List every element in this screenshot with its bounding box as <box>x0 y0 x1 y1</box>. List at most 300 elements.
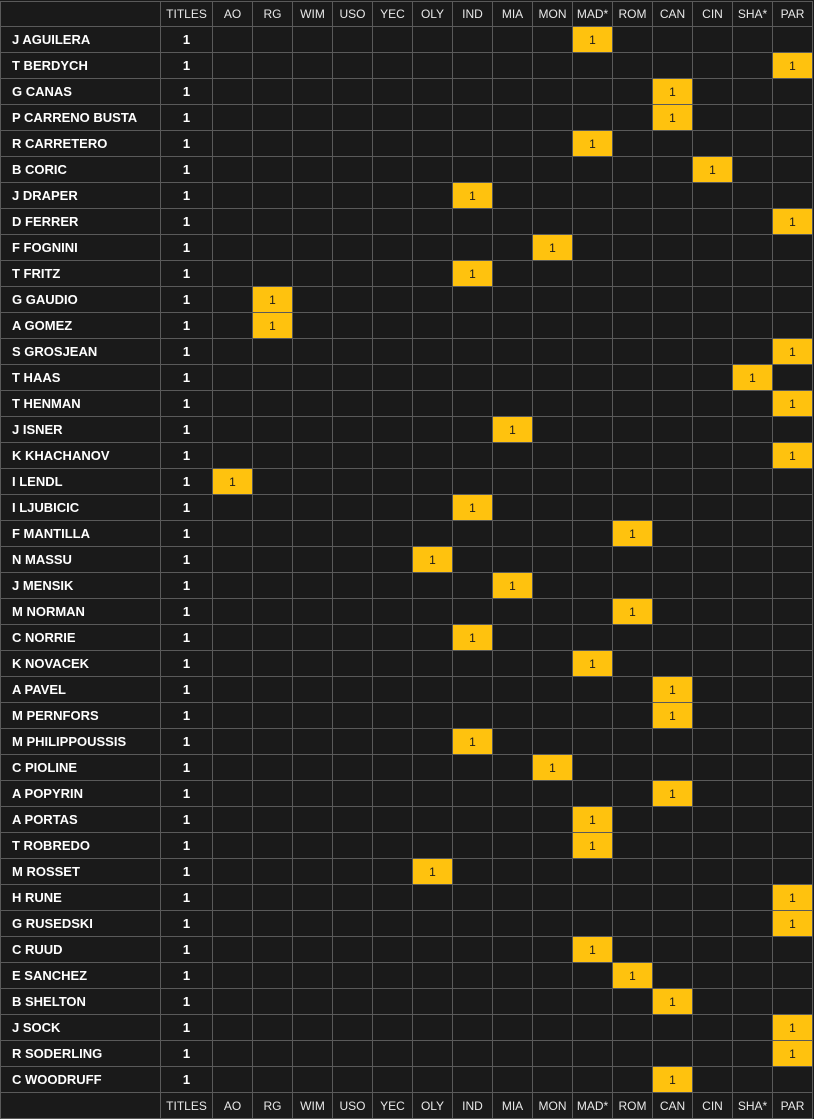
titles-count: 1 <box>161 833 213 859</box>
titles-count: 1 <box>161 755 213 781</box>
empty-cell <box>453 989 493 1015</box>
empty-cell <box>653 963 693 989</box>
empty-cell <box>293 781 333 807</box>
empty-cell <box>373 261 413 287</box>
empty-cell <box>573 157 613 183</box>
empty-cell <box>773 833 813 859</box>
empty-cell <box>613 157 653 183</box>
empty-cell <box>293 521 333 547</box>
empty-cell <box>533 53 573 79</box>
empty-cell <box>733 469 773 495</box>
empty-cell <box>413 885 453 911</box>
header-yec: YEC <box>373 1 413 27</box>
empty-cell <box>413 79 453 105</box>
titles-count: 1 <box>161 547 213 573</box>
header-ind: IND <box>453 1 493 27</box>
empty-cell <box>253 261 293 287</box>
empty-cell <box>373 469 413 495</box>
empty-cell <box>413 755 453 781</box>
player-name: F MANTILLA <box>0 521 161 547</box>
empty-cell <box>653 755 693 781</box>
empty-cell <box>373 1041 413 1067</box>
empty-cell <box>293 651 333 677</box>
empty-cell <box>693 1067 733 1093</box>
empty-cell <box>613 365 653 391</box>
empty-cell <box>653 365 693 391</box>
empty-cell <box>253 391 293 417</box>
empty-cell <box>413 443 453 469</box>
empty-cell <box>413 235 453 261</box>
empty-cell <box>333 885 373 911</box>
empty-cell <box>373 599 413 625</box>
empty-cell <box>253 781 293 807</box>
empty-cell <box>533 781 573 807</box>
empty-cell <box>733 729 773 755</box>
empty-cell <box>453 1041 493 1067</box>
player-name: M ROSSET <box>0 859 161 885</box>
empty-cell <box>533 391 573 417</box>
titles-count: 1 <box>161 703 213 729</box>
empty-cell <box>333 27 373 53</box>
title-marker: 1 <box>573 27 613 53</box>
empty-cell <box>733 105 773 131</box>
title-marker: 1 <box>253 287 293 313</box>
empty-cell <box>253 469 293 495</box>
empty-cell <box>253 885 293 911</box>
title-marker: 1 <box>773 209 813 235</box>
empty-cell <box>413 651 453 677</box>
empty-cell <box>493 937 533 963</box>
empty-cell <box>453 599 493 625</box>
empty-cell <box>413 157 453 183</box>
empty-cell <box>333 703 373 729</box>
empty-cell <box>453 911 493 937</box>
empty-cell <box>573 235 613 261</box>
player-name: C RUUD <box>0 937 161 963</box>
empty-cell <box>733 1067 773 1093</box>
footer-mia: MIA <box>493 1093 533 1119</box>
titles-count: 1 <box>161 261 213 287</box>
empty-cell <box>693 781 733 807</box>
footer-cin: CIN <box>693 1093 733 1119</box>
empty-cell <box>253 157 293 183</box>
empty-cell <box>533 547 573 573</box>
empty-cell <box>573 911 613 937</box>
empty-cell <box>773 79 813 105</box>
empty-cell <box>213 963 253 989</box>
empty-cell <box>253 131 293 157</box>
player-name: R CARRETERO <box>0 131 161 157</box>
empty-cell <box>293 339 333 365</box>
player-name: J SOCK <box>0 1015 161 1041</box>
empty-cell <box>213 53 253 79</box>
empty-cell <box>373 79 413 105</box>
empty-cell <box>213 339 253 365</box>
empty-cell <box>493 625 533 651</box>
title-marker: 1 <box>573 833 613 859</box>
empty-cell <box>613 859 653 885</box>
empty-cell <box>653 599 693 625</box>
empty-cell <box>493 781 533 807</box>
empty-cell <box>293 937 333 963</box>
empty-cell <box>373 27 413 53</box>
empty-cell <box>413 469 453 495</box>
player-name: T FRITZ <box>0 261 161 287</box>
empty-cell <box>653 53 693 79</box>
titles-count: 1 <box>161 599 213 625</box>
empty-cell <box>773 859 813 885</box>
title-marker: 1 <box>213 469 253 495</box>
title-marker: 1 <box>653 1067 693 1093</box>
empty-cell <box>653 937 693 963</box>
titles-count: 1 <box>161 1067 213 1093</box>
empty-cell <box>573 963 613 989</box>
empty-cell <box>493 261 533 287</box>
player-name: T BERDYCH <box>0 53 161 79</box>
empty-cell <box>373 1067 413 1093</box>
empty-cell <box>613 131 653 157</box>
empty-cell <box>573 391 613 417</box>
empty-cell <box>773 495 813 521</box>
empty-cell <box>533 209 573 235</box>
player-name: D FERRER <box>0 209 161 235</box>
title-marker: 1 <box>573 131 613 157</box>
empty-cell <box>733 313 773 339</box>
empty-cell <box>213 391 253 417</box>
empty-cell <box>253 79 293 105</box>
player-name: F FOGNINI <box>0 235 161 261</box>
titles-count: 1 <box>161 677 213 703</box>
empty-cell <box>333 339 373 365</box>
empty-cell <box>293 105 333 131</box>
player-name: G GAUDIO <box>0 287 161 313</box>
player-name: T HAAS <box>0 365 161 391</box>
empty-cell <box>613 781 653 807</box>
empty-cell <box>773 755 813 781</box>
empty-cell <box>293 495 333 521</box>
empty-cell <box>653 521 693 547</box>
player-name: M PHILIPPOUSSIS <box>0 729 161 755</box>
empty-cell <box>373 443 413 469</box>
empty-cell <box>733 911 773 937</box>
player-name: A PORTAS <box>0 807 161 833</box>
empty-cell <box>733 27 773 53</box>
empty-cell <box>373 1015 413 1041</box>
empty-cell <box>493 1067 533 1093</box>
empty-cell <box>333 573 373 599</box>
empty-cell <box>573 313 613 339</box>
empty-cell <box>733 937 773 963</box>
empty-cell <box>213 547 253 573</box>
empty-cell <box>253 729 293 755</box>
empty-cell <box>493 365 533 391</box>
empty-cell <box>453 521 493 547</box>
empty-cell <box>213 27 253 53</box>
empty-cell <box>653 131 693 157</box>
titles-count: 1 <box>161 27 213 53</box>
empty-cell <box>253 417 293 443</box>
titles-count: 1 <box>161 521 213 547</box>
empty-cell <box>373 131 413 157</box>
empty-cell <box>213 833 253 859</box>
empty-cell <box>373 417 413 443</box>
empty-cell <box>493 651 533 677</box>
empty-cell <box>373 833 413 859</box>
empty-cell <box>253 833 293 859</box>
empty-cell <box>293 885 333 911</box>
empty-cell <box>773 781 813 807</box>
empty-cell <box>453 417 493 443</box>
empty-cell <box>253 547 293 573</box>
player-name: B SHELTON <box>0 989 161 1015</box>
empty-cell <box>613 261 653 287</box>
empty-cell <box>733 885 773 911</box>
title-marker: 1 <box>733 365 773 391</box>
title-marker: 1 <box>653 105 693 131</box>
titles-count: 1 <box>161 365 213 391</box>
empty-cell <box>573 339 613 365</box>
empty-cell <box>773 807 813 833</box>
empty-cell <box>253 183 293 209</box>
empty-cell <box>413 131 453 157</box>
title-marker: 1 <box>253 313 293 339</box>
empty-cell <box>453 209 493 235</box>
footer-rg: RG <box>253 1093 293 1119</box>
empty-cell <box>453 53 493 79</box>
empty-cell <box>613 807 653 833</box>
empty-cell <box>613 885 653 911</box>
empty-cell <box>413 963 453 989</box>
empty-cell <box>213 235 253 261</box>
titles-count: 1 <box>161 781 213 807</box>
empty-cell <box>373 885 413 911</box>
empty-cell <box>693 27 733 53</box>
empty-cell <box>773 963 813 989</box>
empty-cell <box>333 911 373 937</box>
empty-cell <box>253 859 293 885</box>
empty-cell <box>213 807 253 833</box>
empty-cell <box>373 755 413 781</box>
player-name: G RUSEDSKI <box>0 911 161 937</box>
empty-cell <box>373 287 413 313</box>
empty-cell <box>413 1041 453 1067</box>
empty-cell <box>493 443 533 469</box>
titles-count: 1 <box>161 469 213 495</box>
empty-cell <box>333 599 373 625</box>
empty-cell <box>493 183 533 209</box>
empty-cell <box>533 365 573 391</box>
player-name: K KHACHANOV <box>0 443 161 469</box>
header-titles: TITLES <box>161 1 213 27</box>
empty-cell <box>493 833 533 859</box>
title-marker: 1 <box>773 391 813 417</box>
footer-corner <box>0 1093 161 1119</box>
empty-cell <box>253 235 293 261</box>
empty-cell <box>573 261 613 287</box>
empty-cell <box>333 261 373 287</box>
empty-cell <box>453 79 493 105</box>
header-oly: OLY <box>413 1 453 27</box>
empty-cell <box>373 703 413 729</box>
titles-count: 1 <box>161 729 213 755</box>
player-name: J MENSIK <box>0 573 161 599</box>
empty-cell <box>533 911 573 937</box>
empty-cell <box>773 105 813 131</box>
empty-cell <box>413 625 453 651</box>
empty-cell <box>253 677 293 703</box>
empty-cell <box>413 183 453 209</box>
empty-cell <box>733 1015 773 1041</box>
empty-cell <box>293 1067 333 1093</box>
empty-cell <box>733 1041 773 1067</box>
footer-can: CAN <box>653 1093 693 1119</box>
title-marker: 1 <box>773 53 813 79</box>
empty-cell <box>773 1067 813 1093</box>
titles-count: 1 <box>161 313 213 339</box>
empty-cell <box>373 651 413 677</box>
empty-cell <box>693 365 733 391</box>
titles-count: 1 <box>161 287 213 313</box>
empty-cell <box>493 79 533 105</box>
empty-cell <box>413 365 453 391</box>
footer-titles: TITLES <box>161 1093 213 1119</box>
empty-cell <box>293 209 333 235</box>
empty-cell <box>653 911 693 937</box>
empty-cell <box>773 27 813 53</box>
empty-cell <box>693 573 733 599</box>
empty-cell <box>493 703 533 729</box>
header-rom: ROM <box>613 1 653 27</box>
empty-cell <box>693 677 733 703</box>
title-marker: 1 <box>573 937 613 963</box>
empty-cell <box>213 885 253 911</box>
empty-cell <box>613 209 653 235</box>
empty-cell <box>533 261 573 287</box>
empty-cell <box>573 1015 613 1041</box>
empty-cell <box>613 495 653 521</box>
titles-count: 1 <box>161 443 213 469</box>
empty-cell <box>653 287 693 313</box>
empty-cell <box>773 703 813 729</box>
titles-count: 1 <box>161 963 213 989</box>
empty-cell <box>613 1067 653 1093</box>
empty-cell <box>333 859 373 885</box>
empty-cell <box>693 911 733 937</box>
empty-cell <box>493 963 533 989</box>
empty-cell <box>493 677 533 703</box>
title-marker: 1 <box>453 495 493 521</box>
empty-cell <box>333 495 373 521</box>
empty-cell <box>453 1015 493 1041</box>
empty-cell <box>493 729 533 755</box>
empty-cell <box>453 443 493 469</box>
footer-uso: USO <box>333 1093 373 1119</box>
empty-cell <box>653 209 693 235</box>
empty-cell <box>293 417 333 443</box>
empty-cell <box>333 989 373 1015</box>
empty-cell <box>773 651 813 677</box>
empty-cell <box>253 807 293 833</box>
empty-cell <box>253 27 293 53</box>
empty-cell <box>293 469 333 495</box>
empty-cell <box>333 131 373 157</box>
empty-cell <box>653 807 693 833</box>
empty-cell <box>773 287 813 313</box>
empty-cell <box>733 417 773 443</box>
empty-cell <box>693 313 733 339</box>
empty-cell <box>493 885 533 911</box>
header-mon: MON <box>533 1 573 27</box>
empty-cell <box>773 521 813 547</box>
empty-cell <box>693 53 733 79</box>
titles-count: 1 <box>161 417 213 443</box>
empty-cell <box>253 651 293 677</box>
empty-cell <box>533 651 573 677</box>
title-marker: 1 <box>773 443 813 469</box>
empty-cell <box>213 209 253 235</box>
player-name: B CORIC <box>0 157 161 183</box>
titles-count: 1 <box>161 235 213 261</box>
player-name: M PERNFORS <box>0 703 161 729</box>
empty-cell <box>653 313 693 339</box>
empty-cell <box>453 703 493 729</box>
empty-cell <box>653 1041 693 1067</box>
empty-cell <box>253 1041 293 1067</box>
empty-cell <box>613 651 653 677</box>
empty-cell <box>773 625 813 651</box>
empty-cell <box>213 625 253 651</box>
titles-count: 1 <box>161 53 213 79</box>
empty-cell <box>493 989 533 1015</box>
empty-cell <box>733 339 773 365</box>
empty-cell <box>333 53 373 79</box>
empty-cell <box>773 313 813 339</box>
empty-cell <box>333 625 373 651</box>
title-marker: 1 <box>773 339 813 365</box>
empty-cell <box>413 989 453 1015</box>
empty-cell <box>773 131 813 157</box>
titles-count: 1 <box>161 859 213 885</box>
empty-cell <box>333 287 373 313</box>
empty-cell <box>413 729 453 755</box>
player-name: K NOVACEK <box>0 651 161 677</box>
titles-count: 1 <box>161 339 213 365</box>
empty-cell <box>253 365 293 391</box>
empty-cell <box>413 937 453 963</box>
empty-cell <box>733 703 773 729</box>
empty-cell <box>413 339 453 365</box>
header-rg: RG <box>253 1 293 27</box>
footer-wim: WIM <box>293 1093 333 1119</box>
player-name: R SODERLING <box>0 1041 161 1067</box>
empty-cell <box>333 79 373 105</box>
empty-cell <box>253 53 293 79</box>
header-sha: SHA* <box>733 1 773 27</box>
empty-cell <box>333 235 373 261</box>
empty-cell <box>333 469 373 495</box>
empty-cell <box>693 1041 733 1067</box>
empty-cell <box>773 183 813 209</box>
empty-cell <box>493 105 533 131</box>
empty-cell <box>333 781 373 807</box>
header-uso: USO <box>333 1 373 27</box>
empty-cell <box>253 599 293 625</box>
empty-cell <box>693 469 733 495</box>
empty-cell <box>653 859 693 885</box>
empty-cell <box>453 365 493 391</box>
empty-cell <box>613 937 653 963</box>
header-par: PAR <box>773 1 813 27</box>
